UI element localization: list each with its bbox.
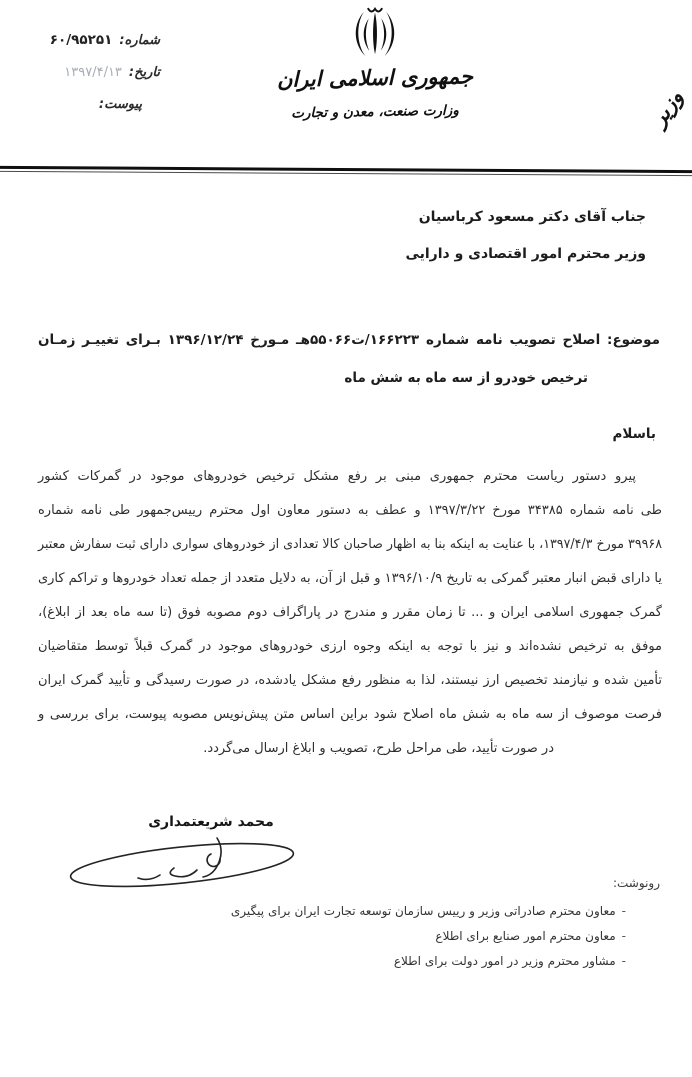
body-line: در صورت تأیید، طی مراحل طرح، تصویب و ابلاغ ارسال می‌گردد. <box>203 741 554 756</box>
recipient-name: جناب آقای دکتر مسعود کرباسیان <box>418 209 646 225</box>
subject-line2: ترخیص خودرو از سه ماه به شش ماه <box>344 370 588 386</box>
cc-item: -مشاور محترم وزیر در امور دولت برای اطلاع <box>393 954 626 968</box>
cc-block <box>60 871 660 974</box>
cc-label: رونوشت: <box>612 876 660 890</box>
iran-emblem-icon <box>346 4 404 58</box>
number-value: ۶۰/۹۵۲۵۱ <box>49 32 113 48</box>
letter-body <box>38 460 662 766</box>
cc-bullet: - <box>621 904 626 918</box>
date-stamp-value: ۱۳۹۷/۴/۱۳ <box>64 65 122 80</box>
org-name-line1: جمهوری اسلامی ایران <box>276 64 474 92</box>
body-line: موفق به ترخیص نشده‌اند و نیز با توجه به اینکه وجوه ارزی خودروهای موجود در گمرک قبلاً توسط متقاضیان <box>38 639 662 654</box>
body-line: پیرو دستور ریاست محترم جمهوری مبنی بر رفع مشکل ترخیص خودروهای موجود در گمرکات کشور <box>38 469 636 484</box>
attachment-label: پیوست: <box>98 97 142 112</box>
org-name-line2: وزارت صنعت، معدن و تجارت <box>291 102 459 122</box>
date-label: تاریخ: <box>128 65 160 80</box>
cc-item: -معاون محترم صادراتی وزیر و رییس سازمان توسعه تجارت ایران برای پیگیری <box>230 904 626 918</box>
body-line: فرصت موصوف از سه ماه به شش ماه اصلاح شود براین اساس متن پیش‌نویس مصوبه پیوست، برای بررسی و <box>38 707 662 722</box>
minister-side-title: وزیر <box>646 85 688 131</box>
body-line: یا دارای قبض انبار معتبر گمرکی به تاریخ ۱۳۹۶/۱۰/۹ و قبل از آن، به دلایل متعدد از جمله تعداد خودروها و تراکم کاری <box>37 571 662 586</box>
cc-item: -معاون محترم امور صنایع برای اطلاع <box>435 929 626 943</box>
meta-number-row <box>10 32 160 48</box>
recipient-block <box>405 199 646 273</box>
body-line: تأمین شده و نیازمند تخصیص ارز نیستند، لذا به منظور رفع مشکل یادشده، در صورت رسیدگی و تأیید گمرک ایران <box>38 673 662 688</box>
body-line: گمرک جمهوری اسلامی ایران و ... تا زمان مقرر و مندرج در پاراگراف دوم مصوبه فوق (تا سه ماه بعد از ابلاغ)، <box>38 605 662 620</box>
body-line: ۳۹۹۶۸ مورخ ۱۳۹۷/۴/۳، با عنایت به اینکه بنا به اظهار صاحبان کالا تعدادی از خودروهای سواری دارای ثبت سفارش معتبر <box>37 537 662 552</box>
meta-attachment-row <box>10 97 160 112</box>
cc-bullet: - <box>621 954 626 968</box>
subject-line1: موضوع: اصلاح تصویب نامه شماره ۱۶۶۲۲۳/ت۵۵۰۶۶هـ مـورخ ۱۳۹۶/۱۲/۲۴ بـرای تغییـر زمـان <box>38 332 660 348</box>
salutation: باسلام <box>612 426 656 442</box>
meta-date-row <box>10 65 160 80</box>
recipient-title: وزیر محترم امور اقتصادی و دارایی <box>405 246 646 262</box>
cc-bullet: - <box>621 929 626 943</box>
body-line: طی نامه شماره ۳۴۳۸۵ مورخ ۱۳۹۷/۳/۲۲ و عطف به دستور معاون اول محترم رییس‌جمهور طی نامه شماره <box>38 503 662 518</box>
subject-block <box>38 321 660 397</box>
signatory-name: محمد شریعتمداری <box>148 814 274 830</box>
number-label: شماره: <box>119 33 160 48</box>
header-divider <box>0 166 692 176</box>
letterhead <box>230 0 520 120</box>
letter-meta <box>10 32 160 129</box>
